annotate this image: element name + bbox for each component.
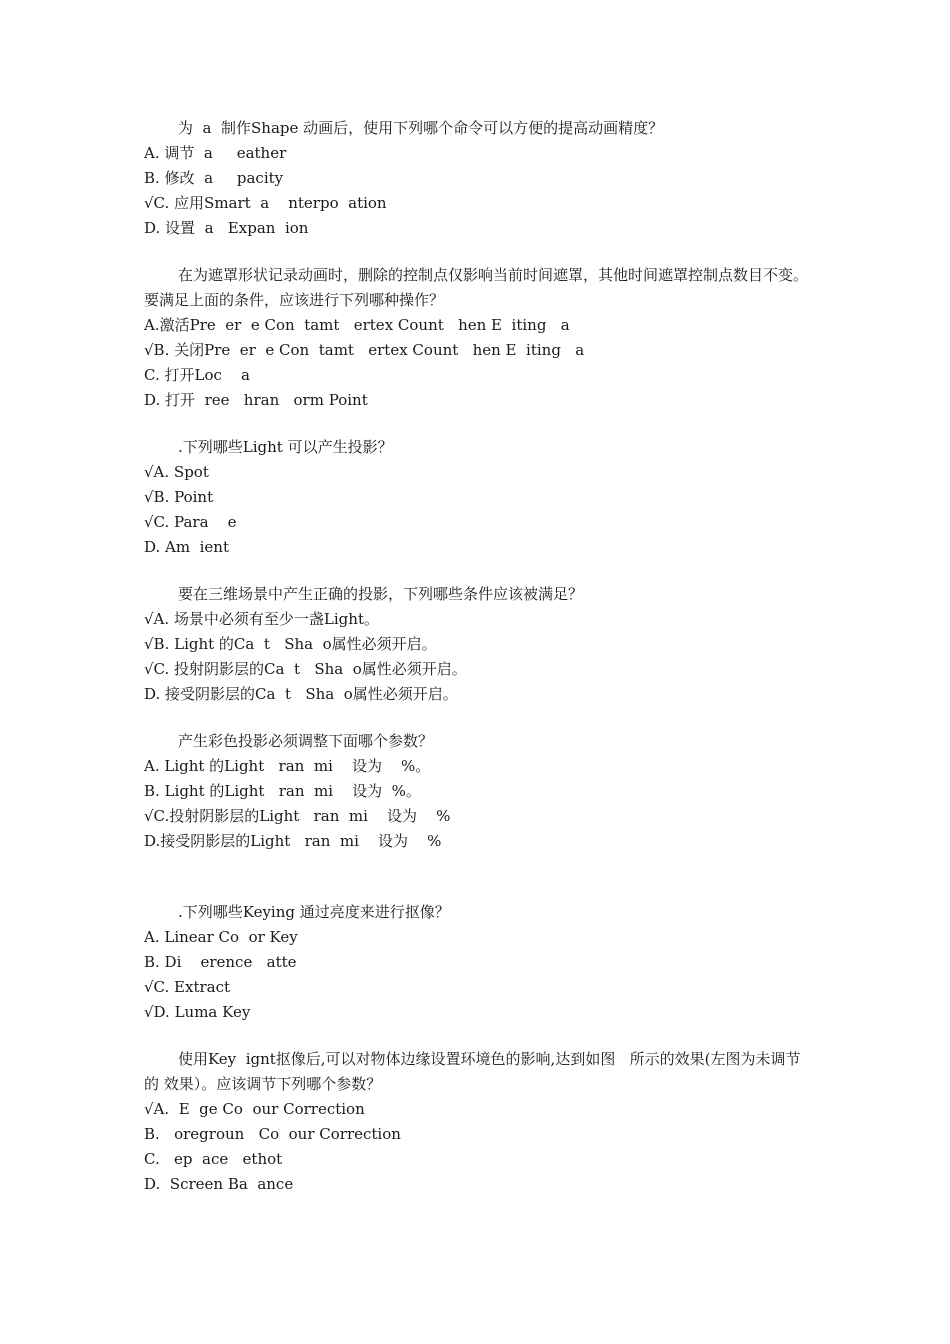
option-c: √C.投射阴影层的Light ran mi 设为 % <box>144 807 451 825</box>
question-text: 使用Key ignt抠像后,可以对物体边缘设置环境色的影响,达到如图 所示的效果(左图为未调节的 效果）。应该调节下列哪个参数？ <box>144 1050 801 1093</box>
question-text: .下列哪些Keying 通过亮度来进行抠像？ <box>178 903 450 921</box>
question-text: 为 a 制作Shape 动画后，使用下列哪个命令可以方便的提高动画精度？ <box>178 119 664 137</box>
option-d: D. 接受阴影层的Ca t Sha o属性必须开启。 <box>144 685 458 703</box>
question-5 <box>144 729 814 854</box>
option-d: √D. Luma Key <box>144 1003 251 1021</box>
option-b: B. 修改 a pacity <box>144 169 284 187</box>
option-d: D. Am ient <box>144 538 229 556</box>
option-a: √A. 场景中必须有至少一盏Light。 <box>144 610 379 628</box>
option-d: D. 打开 ree hran orm Point <box>144 391 368 409</box>
option-b: B. Light 的Light ran mi 设为 %。 <box>144 782 421 800</box>
question-text: 产生彩色投影必须调整下面哪个参数？ <box>178 732 434 750</box>
option-b: √B. 关闭Pre er e Con tamt ertex Count hen E iting a <box>144 341 585 359</box>
option-a: √A. Spot <box>144 463 209 481</box>
option-d: D. 设置 a Expan ion <box>144 219 309 237</box>
option-b: B. oregroun Co our Correction <box>144 1125 401 1143</box>
question-2 <box>144 263 814 413</box>
option-b: B. Di erence atte <box>144 953 297 971</box>
option-a: A.激活Pre er e Con tamt ertex Count hen E iting a <box>144 316 570 334</box>
option-c: √C. Extract <box>144 978 231 996</box>
question-3 <box>144 435 814 560</box>
option-a: √A. E ge Co our Correction <box>144 1100 365 1118</box>
option-a: A. Linear Co or Key <box>144 928 298 946</box>
option-a: A. Light 的Light ran mi 设为 %。 <box>144 757 431 775</box>
option-c: √C. 投射阴影层的Ca t Sha o属性必须开启。 <box>144 660 467 678</box>
option-a: A. 调节 a eather <box>144 144 287 162</box>
option-b: √B. Point <box>144 488 214 506</box>
question-text: 要在三维场景中产生正确的投影，下列哪些条件应该被满足？ <box>178 585 584 603</box>
question-6 <box>144 900 814 1025</box>
option-c: √C. 应用Smart a nterpo ation <box>144 194 387 212</box>
question-text: 在为遮罩形状记录动画时，删除的控制点仅影响当前时间遮罩，其他时间遮罩控制点数目不变。要满足上面的条件，应该进行下列哪种操作？ <box>144 266 809 309</box>
option-b: √B. Light 的Ca t Sha o属性必须开启。 <box>144 635 437 653</box>
option-c: C. ep ace ethot <box>144 1150 283 1168</box>
option-c: √C. Para e <box>144 513 237 531</box>
question-1 <box>144 116 814 241</box>
option-d: D.接受阴影层的Light ran mi 设为 % <box>144 832 442 850</box>
question-text: .下列哪些Light 可以产生投影？ <box>178 438 393 456</box>
question-7 <box>144 1047 814 1197</box>
option-c: C. 打开Loc a <box>144 366 250 384</box>
option-d: D. Screen Ba ance <box>144 1175 294 1193</box>
question-4 <box>144 582 814 707</box>
